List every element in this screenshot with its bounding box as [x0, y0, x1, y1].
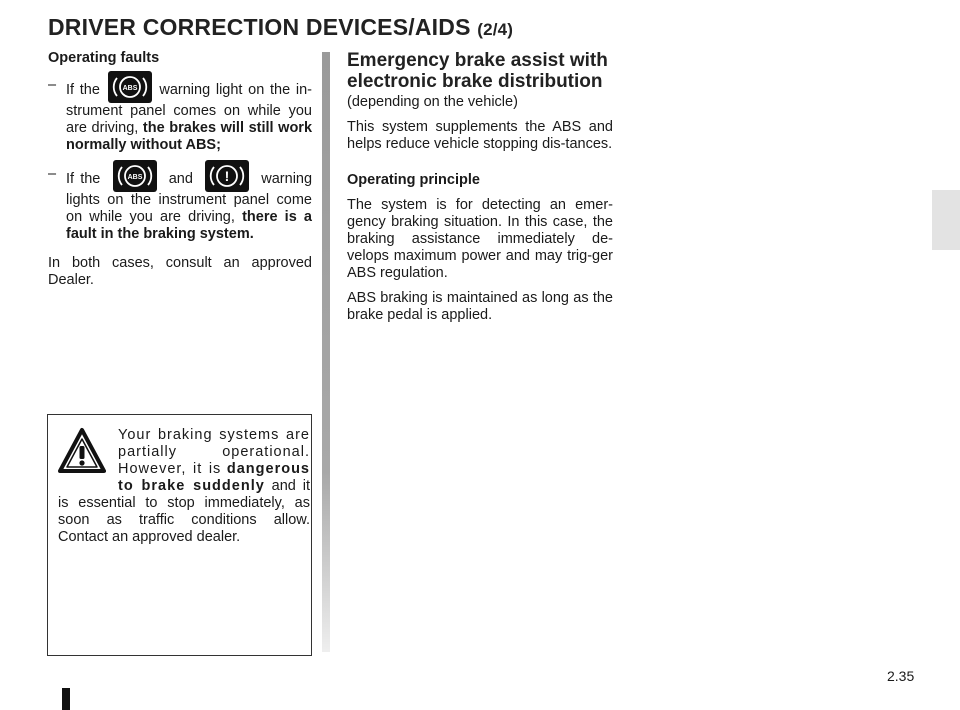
- section-side-tab: [932, 190, 960, 250]
- fault-item-braking: [48, 166, 312, 243]
- abs-warning-icon: [108, 71, 152, 103]
- page-number: 2.35: [887, 668, 915, 684]
- right-column: [347, 50, 613, 324]
- page-title-text: DRIVER CORRECTION DEVICES/AIDS: [48, 14, 471, 40]
- dash: –: [48, 77, 57, 93]
- fault-braking-text: warning lights on the instrument panel come on while you are driving,: [66, 170, 313, 225]
- fault-braking-and: and: [168, 170, 193, 187]
- brake-assist-intro: This system supplements the ABS and helps reduce vehicle stopping dis-tances.: [347, 119, 613, 152]
- warning-text-bold: dangerous to brake suddenly: [118, 461, 310, 494]
- operating-faults-heading: Operating faults: [48, 50, 160, 66]
- abs-warning-icon: [113, 160, 157, 192]
- dependency-note: (depending on the vehicle): [347, 94, 518, 110]
- warning-text: [48, 427, 310, 546]
- fault-item-abs: [48, 77, 312, 154]
- abs-icon-label: ABS: [122, 85, 138, 92]
- consult-dealer-text: In both cases, consult an approved Dealer.: [48, 255, 312, 288]
- fault-braking-bold: there is a fault in the braking system.: [66, 209, 312, 242]
- warning-box: [47, 414, 312, 656]
- fault-abs-bold: the brakes will still work normally without ABS;: [66, 120, 313, 153]
- abs-maintained-text: ABS braking is maintained as long as the brake pedal is applied.: [347, 290, 613, 323]
- brake-alert-icon: [205, 160, 249, 192]
- page-title: [48, 14, 513, 41]
- fault-braking-pre: If the: [66, 170, 101, 187]
- operating-principle-heading: Operating principle: [347, 172, 480, 188]
- page-title-part: (2/4): [477, 20, 514, 39]
- left-column: [48, 50, 312, 289]
- brake-assist-heading: Emergency brake assist with electronic brake distribution: [347, 50, 608, 92]
- column-divider: [322, 52, 330, 652]
- operating-principle-text: The system is for detecting an emer-gency braking situation. In this case, the braking assistance immediately de-velops maximum power and may trig-ger ABS regulation.: [347, 197, 613, 281]
- abs-icon-label: ABS: [127, 174, 142, 181]
- fault-abs-text: warning light on the in-strument panel comes on while you are driving,: [66, 81, 312, 136]
- warning-text-end: and it is essential to stop immediately, as soon as traffic conditions allow. Contact an approved dealer.: [58, 478, 310, 545]
- warning-text-start: Your braking systems are partially operational. However, it is: [118, 427, 310, 477]
- alert-icon-label: !: [224, 168, 230, 184]
- dash: –: [48, 166, 57, 182]
- corner-mark: [62, 688, 70, 710]
- fault-abs-pre: If the: [66, 81, 100, 98]
